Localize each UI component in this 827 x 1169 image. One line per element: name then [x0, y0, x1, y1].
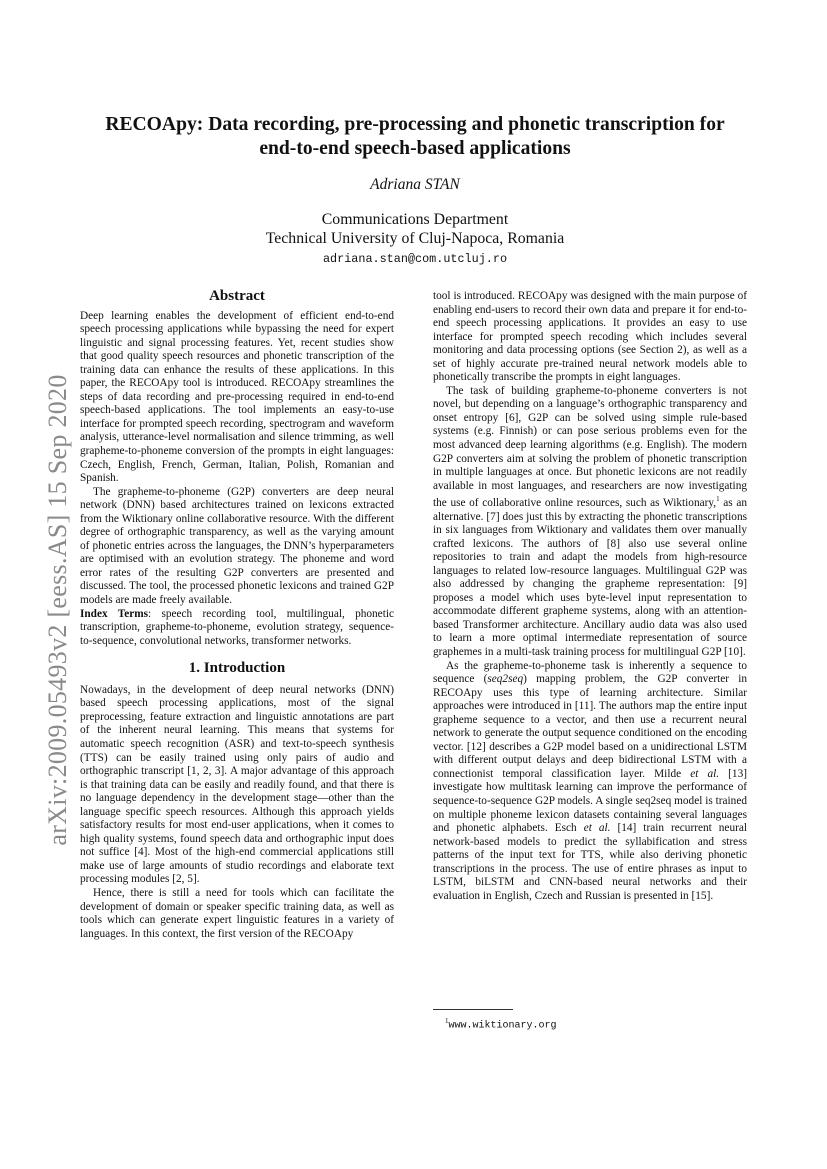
author-email[interactable]: adriana.stan@com.utcluj.ro	[322, 252, 508, 266]
footnote-mark: 1	[445, 1017, 449, 1025]
arxiv-stamp-text: arXiv:2009.05493v2 [eess.AS] 15 Sep 2020	[43, 374, 72, 846]
right-paragraph-3	[433, 660, 747, 904]
affiliation-university: Technical University of Cluj-Napoca, Romania	[265, 230, 565, 247]
abstract-paragraph-2: The grapheme-to-phoneme (G2P) converters are deep neural network (DNN) based architectures trained on lexicons extracted from the Wiktionary online collaborative resource. With the different degree of orthographic transparency, as well as the varying amount of phonetic entries across the languages, the DNN’s hyperparameters are optimised with an evolution strategy. The phoneme and word error rates of the resulting G2P converters are presented and discussed. The tool, the processed phonetic lexicons and trained G2P models are made freely available.	[80, 485, 394, 607]
footnote-url[interactable]: www.wiktionary.org	[448, 1020, 557, 1032]
affiliation-department: Communications Department	[321, 211, 509, 228]
author-name: Adriana STAN	[370, 176, 460, 193]
right-paragraph-3b: ) mapping problem, the G2P converter in RECOApy uses this type of learning architecture. Similar approaches were introduced in [11]. The authors map the entire input grapheme sequence to a vector, and then use a recurrent neural network to generate the output sequence conditioned on the encoding vector. [12] describes a G2P model based on a unidirectional LSTM with different output delays and deep bidirectional LSTM with a connectionist temporal classification layer. Milde	[433, 673, 747, 780]
affiliation	[90, 210, 740, 248]
abstract-paragraph-1: Deep learning enables the development of efficient end-to-end speech processing applications while bypassing the need for expert linguistic and signal processing features. Yet, recent studies show that good quality speech resources and phonetic transcription of the training data can enhance the results of these applications. In this paper, the RECOApy tool is introduced. RECOApy streamlines the steps of data recording and pre-processing required in end-to-end speech-based applications. The tool implements an easy-to-use interface for prompted speech recording, spectrogram and waveform analysis, utterance-level normalisation and silence trimming, as well grapheme-to-phoneme conversion of the prompts in eight languages: Czech, English, French, German, Italian, Polish, Romanian and Spanish.	[80, 309, 394, 485]
index-terms-list: : speech recording tool, multilingual, phonetic transcription, grapheme-to-phoneme, evolution strategy, sequence-to-sequence, convolutional networks, transformer networks.	[80, 607, 394, 647]
left-column	[80, 290, 394, 941]
footnote-ref[interactable]: 1	[716, 495, 720, 504]
right-paragraph-3c: [13] investigate how multitask learning can improve the performance of sequence-to-sequence G2P models. A single seq2seq model is trained on multiple phoneme lexicon datasets containing several languages and phonetic alphabets. Esch	[433, 767, 747, 835]
footnote	[445, 1017, 557, 1031]
abstract-heading: Abstract	[209, 288, 265, 304]
right-paragraph-2b: as an alternative. [7] does just this by extracting the phonetic transcriptions in six languages from Wiktionary and validates them over manually crafted lexicons. The authors of [8] also use several online repositories to train and adapt the models from high-resource languages to related low-resource languages. Multilingual G2P was also addressed by changing the grapheme representation: [9] proposes a model which uses byte-level input representation to accommodate different grapheme systems, along with an attention-based Transformer architecture. Ancillary audio data was also used to learn a more optimal intermediate representation of source graphemes in a multi-task training process for multilingual G2P [10].	[433, 496, 747, 658]
arxiv-stamp	[38, 350, 78, 870]
intro-paragraph-2: Hence, there is still a need for tools which can facilitate the development of domain or speaker specific training data, as well as tools which can generate expert linguistic features in a variety of languages. In this context, the first version of the RECOApy	[80, 886, 394, 940]
right-paragraph-1: tool is introduced. RECOApy was designed with the main purpose of enabling end-users to record their own data and prepare it for end-to-end speech processing applications. It provides an easy to use interface for prompted speech recoding which includes several monitoring and data processing options (see Section 2), as well as a set of highly accurate pre-trained neural network models able to phonetically transcribe the prompts in eight languages.	[433, 290, 747, 384]
index-terms-label: Index Terms	[80, 607, 149, 620]
introduction-heading: 1. Introduction	[188, 660, 286, 677]
index-terms	[80, 608, 394, 649]
right-column	[433, 290, 747, 903]
intro-paragraph-1: Nowadays, in the development of deep neural networks (DNN) based speech processing applications, most of the signal preprocessing, feature extraction and linguistic annotations are part of the inherent neural learning. This means that systems for automatic speech recognition (ASR) and text-to-speech synthesis (TTS) can be easily trained using only pairs of audio and orthographic transcript [1, 2, 3]. A major advantage of this approach is that training data can be easily and readily found, and that there is no language dependency in the development stage—other than the language specific speech resources. Although this approach yields satisfactory results for most end-user applications, when it comes to high quality systems, found speech data and orthographic input does not suffice [4]. Most of the high-end commercial applications still make use of large amounts of studio recordings and elaborate text processing modules [2, 5].	[80, 683, 394, 886]
footnote-rule	[433, 1009, 513, 1010]
seq2seq-term: seq2seq	[487, 673, 524, 686]
right-paragraph-2	[433, 385, 747, 660]
et-al-2: et al.	[583, 822, 611, 835]
right-paragraph-2a: The task of building grapheme-to-phoneme converters is not novel, but depending on a language’s orthographic transparency and onset entropy [6], G2P can be solved using simple rule-based systems (e.g. Finnish) or can pose serious problems even for the most advanced deep learning algorithms (e.g. English). The modern G2P converters aim at solving the problem of phonetic transcription in multiple languages at once. But phonetic lexicons are not readily available in most languages, and researchers are now investigating the use of collaborative online resources, such as Wiktionary,	[433, 384, 747, 509]
et-al-1: et al.	[690, 767, 720, 780]
paper-title: RECOApy: Data recording, pre-processing and phonetic transcription for end-to-end speech-based applications	[105, 114, 725, 159]
right-paragraph-3a: As the grapheme-to-phoneme task is inherently a sequence to sequence (	[433, 659, 747, 686]
right-paragraph-3d: [14] train recurrent neural network-based models to predict the syllabification and stress patterns of the input text for TTS, while also deriving phonetic transcriptions in the process. The use of entire phrases as input to LSTM, biLSTM and CNN-based neural networks and their evaluation in English, Czech and Russian is presented in [15].	[433, 822, 748, 902]
